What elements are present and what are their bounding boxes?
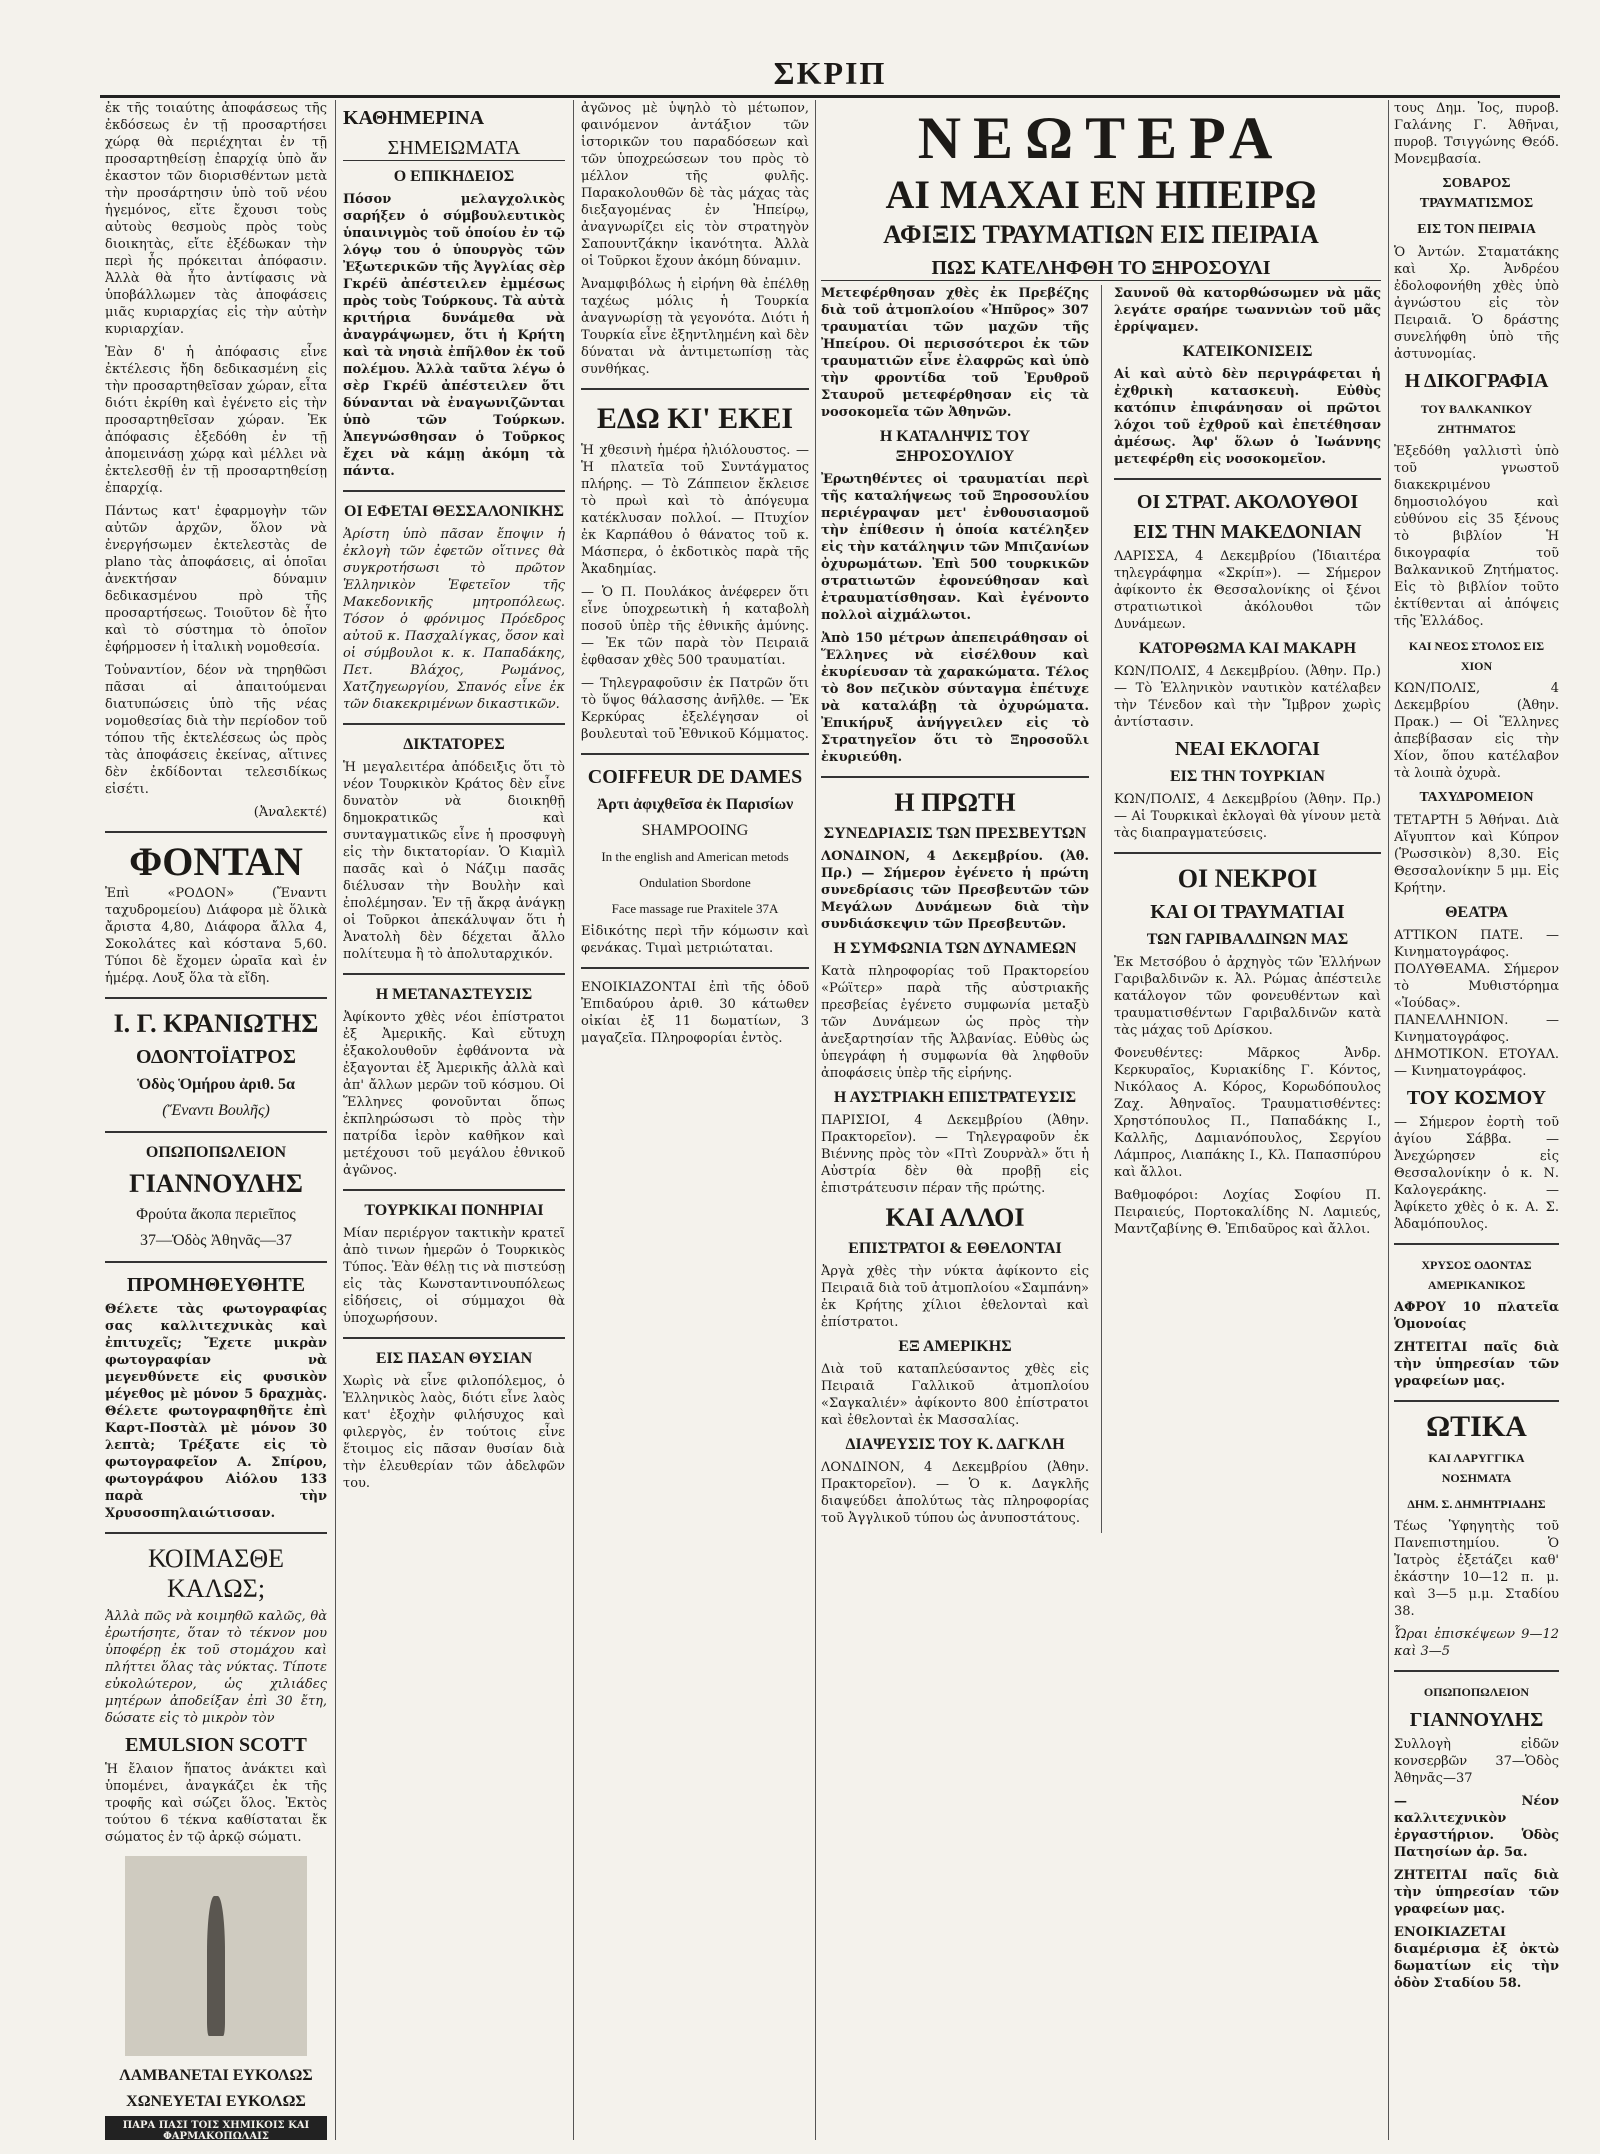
ad-ent-name: ΔΗΜ. Σ. ΔΗΜΗΤΡΙΑΔΗΣ [1407,1497,1546,1511]
article-heading: ΚΑΙ ΑΛΛΟΙ [885,1203,1025,1232]
ad-ent-title: ΩΤΙΚΑ [1426,1410,1527,1443]
ad-scott-brand: EMULSION SCOTT [125,1734,307,1756]
ad-coiffeur-title: COIFFEUR DE DAMES [587,766,803,788]
ad-grocer2-title: ΓΙΑΝΝΟΥΛΗΣ [1409,1709,1544,1731]
column-3 [581,100,809,2140]
ad-photo-text: Θέλετε τὰς φωτογραφίας σας καλλιτεχνικὰς καὶ ἐπιτυχεῖς; Ἔχετε μικρὰν φωτογραφίαν νὰ μεγενθύνετε εἰς φυσικὸν μέγεθος μὲ μόνον 5 δραχμὰς. Θέλετε φωτογραφηθῆτε ἐπὶ Καρτ-Ποστὰλ μὲ μόνον 30 λεπτὰ; Τρέξατε εἰς τὸ φωτογραφεῖον Α. Σπίρου, φωτογράφου Αἰόλου 133 παρὰ τὴν Χρυσοσπηλαιώτισσαν. [105,1302,327,1521]
section-subtitle: ΣΗΜΕΙΩΜΑΤΑ [343,136,565,161]
ad-dentist-title: Ι. Γ. ΚΡΑΝΙΩΤΗΣ [113,1009,319,1038]
ad-coiffeur-line-5: Face massage rue Praxitele 37A [611,901,779,916]
article-heading: ΝΕΑΙ ΕΚΛΟΓΑΙ [1175,738,1320,760]
ad-coiffeur-line-4: Ondulation Sbordone [639,875,751,890]
column-1 [105,100,327,2140]
article-text: — Σήμερον ἐορτὴ τοῦ ἁγίου Σάββα. — Ἀνεχώρησεν εἰς Θεσσαλονίκην ὁ κ. Ν. Καλογεράκης. — Ἀφίκετο χθὲς ὁ κ. Α. Σ. Ἀδαμόπουλος. [1394,1115,1559,1232]
ad-coiffeur-line-2: SHAMPOOING [641,822,749,839]
article-text: Ἐὰν δ' ἡ ἀπόφασις εἶνε ἐκτέλεσις ἤδη δεδικασμένη εἰς τὴν προσαρτηθεῖσαν χώραν, εἶτα διότι ἐκρίθη καὶ ἐγένετο εἰς τὴν προσαρτηθεῖσαν χώραν. Ἐκ ἀπόφασις ἐξεδόθη ἐν τῇ ἀπομεινάσῃ χώρᾳ καὶ μέλλει νὰ ἐκτελεσθῇ ἐν τῇ προσαρτηθείσῃ ἐπαρχίᾳ. [105,345,327,496]
article-text: ΚΩΝ/ΠΟΛΙΣ, 4 Δεκεμβρίου (Ἀθην. Πρ.) — Αἱ Τουρκικαὶ ἐκλογαὶ θὰ γίνουν μετὰ τὰς διαπραγματεύσεις. [1113,792,1381,841]
article-text: ΛΟΝΔΙΝΟΝ, 4 Δεκεμβρίου (Ἀθην. Πρακτορεῖον). — Ὁ κ. Δαγκλῆς διαψεύδει ἀπολύτως τὰς πληροφορίας τοῦ Ἀγγλικοῦ τύπου ὡς ἀνυποστάτους. [821,1460,1089,1526]
ad-grocer-title: ΓΙΑΝΝΟΥΛΗΣ [129,1169,303,1198]
article-text: Κατὰ πληροφορίας τοῦ Πρακτορείου «Ρώϊτερ» παρὰ τῆς αὐστριακῆς πρεσβείας ἐγένετο συμφωνία μεταξὺ τῶν Δυνάμεων ὡς πρὸς τὴν ἀνεξαρτησίαν τῆς Ἀλβανίας. Εὐθὺς ὡς ὑπεγράφη ἡ συμφωνία θὰ ληφθοῦν ἀποφάσεις ὑπὲρ τῆς εἰρήνης. [821,964,1089,1081]
article-signature: (Ἀναλεκτέ) [253,805,327,820]
article-text: Ἀναμφιβόλως ἡ εἰρήνη θὰ ἐπέλθῃ ταχέως μόλις ἡ Τουρκία ἀναγνωρίσῃ τὰ γεγονότα. Διότι ἡ Τουρκία εἶνε ἐξηντλημένη καὶ δὲν δύναται νὰ ἀντιμετωπίσῃ τὰς συνθήκας. [581,277,809,377]
ad-wanted-text: ΖΗΤΕΙΤΑΙ παῖς διὰ τὴν ὑπηρεσίαν τῶν γραφείων μας. [1394,1340,1559,1389]
main-subheadline-2: ΠΩΣ ΚΑΤΕΛΗΦΘΗ ΤΟ ΞΗΡΟΣΟΥΛΙ [821,256,1381,281]
ad-grocer2-text: Συλλογὴ εἰδῶν κονσερβῶν 37—Ὁδὸς Ἀθηνᾶς—37 [1394,1737,1559,1786]
article-text: Ἀφίκοντο χθὲς νέοι ἐπίστρατοι ἐξ Ἀμερικῆς. Καὶ εὔτυχη ἐξακολουθοῦν ἐφθάνοντα νὰ ἐξαγονται ἐξ Ἀμερικῆς ἀλλὰ καὶ ἀπ' ἄλλων μερῶν τοῦ κόσμου. Οἱ Ἕλληνες φονοῦνται ὅπως ἐκπληρώσωσι τὸ πρὸς τὴν πατρίδα ἱερὸν καθῆκον καὶ μετέχουσι τοῦ μεγάλου ἐθνικοῦ ἀγῶνος. [343,1010,565,1178]
ad-scott-figure-image [125,1856,307,2056]
article-subheading: ΕΠΙΣΤΡΑΤΟΙ & ΕΘΕΛΟΝΤΑΙ [848,1240,1062,1257]
article-subheading: ΕΙΣ ΤΟΝ ΠΕΙΡΑΙΑ [1417,222,1536,237]
article-text: Ἐκ Μετσόβου ὁ ἀρχηγὸς τῶν Ἑλλήνων Γαριβαλδινῶν κ. Ἀλ. Ρώμας ἀπέστειλε κατάλογον τῶν φονευθέντων καὶ τραυματισθέντων Γαριβαλδινῶν κατὰ τὰς μάχας τοῦ Δρίσκου. [1113,955,1381,1038]
main-subheadline: ΑΦΙΞΙΣ ΤΡΑΥΜΑΤΙΩΝ ΕΙΣ ΠΕΙΡΑΙΑ [883,220,1319,249]
article-text: ΚΩΝ/ΠΟΛΙΣ, 4 Δεκεμβρίου. (Ἀθην. Πρ.) — Τὸ Ἑλληνικὸν ναυτικὸν κατέλαβεν τὴν Τένεδον καὶ τὴν Ἴμβρον χωρὶς ἀντίστασιν. [1113,664,1381,730]
article-heading: ΕΞ ΑΜΕΡΙΚΗΣ [898,1338,1012,1355]
column-6 [1394,100,1559,2140]
article-heading: Η ΑΥΣΤΡΙΑΚΗ ΕΠΙΣΤΡΑΤΕΥΣΙΣ [833,1089,1077,1106]
article-text: Ἐρωτηθέντες οἱ τραυματίαι περὶ τῆς καταλήψεως τοῦ Ξηροσουλίου περιέγραψαν μετ' ἐνθουσιασμοῦ τὴν ἐπίθεσιν ἡ ὁποία κατέληξεν εἰς τὴν κατάληψιν τῶν Μπιζανίων ὀχυρωμάτων. Ἐπὶ 500 τουρκικῶν στρατιωτῶν ἐφονεύθησαν καὶ ἐτραυματίσθησαν. Καὶ ἐγένοντο πολλοὶ αἰχμάλωτοι. [821,472,1089,623]
article-text: ΤΕΤΑΡΤΗ 5 Ἀθήναι. Διὰ Αἴγυπτον καὶ Κύπρον (Ῥωσσικὸν) 8,30. Εἰς Θεσσαλονίκην 5 μμ. Εἰς Κρήτην. [1394,813,1559,896]
article-text: Ἐξεδόθη γαλλιστὶ ὑπὸ τοῦ γνωστοῦ διακεκριμένου δημοσιολόγου καὶ εὐθύνου εἰς 35 ξένους τὸ βιβλίον Ἡ δικογραφία τοῦ Βαλκανικοῦ Ζητήματος. Εἰς τὸ βιβλίον τοῦτο ἐκτίθενται αἱ ἀπόψεις τῆς Ἑλλάδος. [1394,444,1559,629]
article-text: ΛΟΝΔΙΝΟΝ, 4 Δεκεμβρίου. (Ἀθ. Πρ.) — Σήμερον ἐγένετο ἡ πρώτη συνεδρίασις τῶν Πρεσβευτῶν τῶν Μεγάλων Δυνάμεων διὰ τὴν συνδιάσκεψιν τῶν Πρεσβευτῶν. [821,849,1089,932]
column-2 [343,100,565,2140]
article-text: Αἱ καὶ αὐτὸ δὲν περιγράφεται ἡ ἐχθρικὴ κατασκευὴ. Εὐθὺς κατόπιν ἐπιφάνησαν οἱ πρῶτοι λόχοι τοῦ ἐχθροῦ καὶ ἐπετέθησαν ἀμέσως. Ἀφ' ὅλων ὁ Ἰωάννης μετεφέρθη εἰς νοσοκομεῖον. [1113,367,1381,467]
article-heading: Η ΜΕΤΑΝΑΣΤΕΥΣΙΣ [375,986,533,1003]
article-heading: ΔΙΚΤΑΤΟΡΕΣ [403,736,505,753]
ad-grocer2-head: ΟΠΩΠΟΠΩΛΕΙΟΝ [1423,1685,1530,1699]
article-text: Ἀπὸ 150 μέτρων ἀπεπειράθησαν οἱ Ἕλληνες νὰ εἰσέλθουν καὶ ἐκυρίευσαν τὰ χαρακώματα. Τέλος τὸ 8ον πεζικὸν σύνταγμα ἐπέτυχε νὰ καταλάβῃ τὰ ὀχυρώματα. Ἐπικήρυξ ἀνήγγειλεν εἰς τὸ Στρατηγεῖον ὅτι τὸ Ξηροσοῦλι ἐκυριεύθη. [821,631,1089,765]
article-text: τους Δημ. Ἰος, πυροβ. Γαλάνης Γ. Ἀθῆναι, πυροβ. Τσιγγώνης Θεόδ. Μονεμβασία. [1394,101,1559,167]
article-heading: ΚΑΤΕΙΚΟΝΙΣΕΙΣ [1182,343,1313,360]
article-subheading: ΚΑΙ ΟΙ ΤΡΑΥΜΑΤΙΑΙ [1150,901,1345,923]
ad-coiffeur-line-1: Ἀρτι ἀφιχθεῖσα ἐκ Παρισίων [596,796,794,813]
article-heading: Η ΠΡΩΤΗ [894,788,1016,817]
ad-coiffeur-line-3: In the english and American metods [601,849,789,864]
article-text: Τοὐναντίον, δέον νὰ τηρηθῶσι πᾶσαι αἱ ἀπαιτούμεναι διατυπώσεις ὑπὸ τῆς νέας νομοθεσίας διὰ τὴν περίοδον τοῦ τόπου τῆς ἐκτελέσεως ὡς πρὸς τὰς ἀποφάσεις ἐκείνας, αἵτινες δὲν ἐκδίδονται τελεσιδίκως εἰσέτι. [105,663,327,797]
article-text: ἀγῶνος μὲ ὑψηλὸ τὸ μέτωπον, φαινόμενον ἀντάξιον τῶν ἱστορικῶν του παραδόσεων καὶ τῶν ὑποχρεώσεων του πρὸς τὸ μέλλον τῆς φυλῆς. Παρακολουθῶν δὲ τὰς μάχας τὰς διεξαγομένας ἐν Ἠπείρῳ, ἀναγνωρίζει εἰς τὸν στρατηγὸν Σαπουντζάκην ἱκανότητα. Ἀλλὰ οἱ Τοῦρκοι ἔχουν ἀκόμη δύναμιν. [581,101,809,269]
article-text: Μίαν περιέργον τακτικὴν κρατεῖ ἀπὸ τινων ἡμερῶν ὁ Τουρκικὸς Τύπος. Ἐὰν θέλῃ τις νὰ πιστεύσῃ εἰς τὰς Κωνσταντινουπόλεως εἰδήσεις, οἱ σύμμαχοι θὰ ὑποχωρήσουν. [343,1226,565,1326]
ad-gold-title: ΧΡΥΣΟΣ ΟΔΟΝΤΑΣ ΑΜΕΡΙΚΑΝΙΚΟΣ [1421,1258,1532,1292]
article-text: — Τηλεγραφοῦσιν ἐκ Πατρῶν ὅτι τὸ ὕψος θάλασσης ἀνῆλθε. — Ἐκ Κερκύρας ἐξελέγησαν οἱ βουλευταὶ τοῦ Ἐθνικοῦ Κόμματος. [581,676,809,742]
article-heading: ΕΙΣ ΠΑΣΑΝ ΘΥΣΙΑΝ [375,1350,533,1367]
ad-fontan-title: ΦΟΝΤΑΝ [129,839,303,884]
article-heading: ΔΙΑΨΕΥΣΙΣ ΤΟΥ Κ. ΔΑΓΚΛΗ [845,1436,1065,1453]
article-heading: ΤΑΧΥΔΡΟΜΕΙΟΝ [1419,790,1534,805]
article-heading: ΤΟΥΡΚΙΚΑΙ ΠΟΝΗΡΙΑΙ [364,1202,544,1219]
ad-scott-text: Ἀλλὰ πῶς νὰ κοιμηθῶ καλῶς, θὰ ἐρωτήσητε, ὅταν τὸ τέκνον μου ὑποφέρῃ ἐκ τοῦ στομάχου καὶ πλήττει ὅλας τὰς νύκτας. Τίποτε εὐκολώτερον, ὡς χιλιάδες μητέρων ἀποδείξαν ἐπὶ 30 ἔτη, δώσατε εἰς τὸ μικρὸν τὸν [105,1609,327,1726]
article-heading: Η ΣΥΜΦΩΝΙΑ ΤΩΝ ΔΥΝΑΜΕΩΝ [833,940,1077,957]
ad-scott-footer-1: ΛΑΜΒΑΝΕΤΑΙ ΕΥΚΟΛΩΣ [119,2067,313,2084]
main-news [821,100,1381,2140]
ad-studio-text: — Νέον καλλιτεχνικὸν ἐργαστήριον. Ὁδὸς Πατησίων ἀρ. 5α. [1394,1794,1559,1860]
main-banner-title: ΝΕΩΤΕΡΑ [917,105,1285,171]
ad-wanted-2-text: ΖΗΤΕΙΤΑΙ παῖς διὰ τὴν ὑπηρεσίαν τῶν γραφείων μας. [1394,1868,1559,1917]
article-text: Σαυνοῦ θὰ κατορθώσωμεν νὰ μᾶς λεγάτε σραήρε τωαννιὼν τοῦ μᾶς ἐρρίψαμεν. [1113,286,1381,335]
article-heading: Η ΚΑΤΑΛΗΨΙΣ ΤΟΥ ΞΗΡΟΣΟΥΛΙΟΥ [879,428,1031,465]
masthead [100,55,1560,98]
article-text: Ἡ μεγαλειτέρα ἀπόδειξις ὅτι τὸ νέον Τουρκικὸν Κράτος δὲν εἶνε δυνατὸν νὰ διοικηθῇ δημοκρατικῶς καὶ συνταγματικῶς εἶνε ἡ προσφυγὴ εἰς τὴν δικτατορίαν. Ὁ Κιαμὶλ πασᾶς καὶ ὁ Νάζιμ πασᾶς διέλυσαν τὴν Βουλὴν καὶ ἐπολέμησαν. Ἐν τῇ ἄκρᾳ ἀνάγκῃ οἱ Τοῦρκοι ἀπεκάλυψαν ὅτι ἡ Ἀνατολὴ δὲν δέχεται ἄλλο πολίτευμα ἢ τὸ ἀπολυταρχικόν. [343,760,565,962]
ad-photo-title: ΠΡΟΜΗΘΕΥΘΗΤΕ [126,1274,306,1296]
article-text: Βαθμοφόροι: Λοχίας Σοφίου Π. Πειραιεύς, Πορτοκαλίδης Ν. Λαμιεύς, Μαντζαβίνης Θ. Ἐπιδαῦρος καὶ ἄλλοι. [1113,1188,1381,1237]
ad-ent-text: Τέως Ὑφηγητὴς τοῦ Πανεπιστημίου. Ὁ Ἰατρὸς ἐξετάζει καθ' ἑκάστην 10—12 π. μ. καὶ 3—5 μ.μ. Σταδίου 38. [1394,1519,1559,1619]
article-text: Πάντως κατ' ἐφαρμογὴν τῶν αὐτῶν ἀρχῶν, ὅλον νὰ ἐνεργήσωμεν ἐκτελεστὰς de plano τὰς ἀποφάσεις, αἱ ὁποῖαι ἀνεκτήσαν δύναμιν δεδικασμένου πρὸ τῆς προσαρτήσεως. Τοιοῦτον δὲ ἦτο καὶ τὸ σύστημα τὸ ὁποῖον ἐφήρμοσεν ἡ ἰταλικὴ νομοθεσία. [105,504,327,655]
article-heading: ΚΑΤΟΡΘΩΜΑ ΚΑΙ ΜΑΚΑΡΗ [1138,640,1357,657]
article-text: — Ὁ Π. Πουλάκος ἀνέφερεν ὅτι εἶνε ὑποχρεωτικὴ ἡ καταβολὴ ποσοῦ ὑπὲρ τῆς ἐθνικῆς ἀμύνης. — Ἐκ τῶν παρὰ τὸν Πειραιᾶ ἐφθασαν χθὲς 500 τραυματίαι. [581,585,809,668]
ad-dentist-profession: ΟΔΟΝΤΟΪΑΤΡΟΣ [136,1046,296,1068]
article-text: ΠΑΡΙΣΙΟΙ, 4 Δεκεμβρίου (Ἀθην. Πρακτορεῖον). — Τηλεγραφοῦν ἐκ Βιέννης πρὸς τὸν «Πτὶ Ζουρνὰλ» ὅτι ἡ Αὐστρία δὲν θὰ προβῇ εἰς ἐπιστράτευσιν πέραν τῆς πρώτης. [821,1113,1089,1196]
article-text: Ἀργὰ χθὲς τὴν νύκτα ἀφίκοντο εἰς Πειραιᾶ διὰ τοῦ ἀτμοπλοίου «Σαμπάνη» ἐκ Κρήτης χίλιοι ἐθελονταὶ καὶ ἐπίστρατοι. [821,1264,1089,1330]
article-heading: ΤΟΥ ΚΟΣΜΟΥ [1406,1087,1547,1109]
article-text: ἐκ τῆς τοιαύτης ἀποφάσεως τῆς ἐκδόσεως ἐν τῇ προσαρτήσει χώρᾳ θὰ περιέχηται ἐν τῇ προσαρτηθείσῃ ἐπαρχίᾳ ὑπὸ ἄν ἐκαστον τῶν διορισθέντων μετὰ τὴν προσάρτησιν ὑπὸ τοῦ νέου ἡγεμόνος, εἴτε ἔχουσι τοὺς αὐτοὺς θεσμοὺς πρὸς τοὺς διοικητὰς, εἴτε ἐξέδωκαν τὴν περὶ ἧς πρόκειται ἀπόφασιν. Ἀλλὰ θὰ ἦτο ἀντίφασις νὰ ὑποβάλλωμεν τὰς ἀποφάσεις μιᾶς κυριαρχίας εἰς τὴν αὐτὴν κυριαρχίαν. [105,101,327,337]
article-subheading-2: ΤΩΝ ΓΑΡΙΒΑΛΔΙΝΩΝ ΜΑΣ [1146,931,1349,948]
article-subheading: ΕΙΣ ΤΗΝ ΜΑΚΕΔΟΝΙΑΝ [1133,521,1362,543]
ad-scott-text-2: Ἡ ἔλαιον ἥπατος ἀνάκτει καὶ ὑπομένει, ἀναγκάζει ἐκ τῆς τροφῆς καὶ σώζει ὅλος. Ἐκτὸς τούτου 6 τέκνα καθίσταται ἔκ σώματος ἐν τῷ ἀρκῷ σώματι. [105,1762,327,1845]
ad-scott-footer-2: ΧΩΝΕΥΕΤΑΙ ΕΥΚΟΛΩΣ [126,2093,306,2110]
article-text: Μετεφέρθησαν χθὲς ἐκ Πρεβέζης διὰ τοῦ ἀτμοπλοίου «Ἠπῦρος» 307 τραυματίαι τῶν μαχῶν τῆς Ἠπείρου. Οἱ περισσότεροι ἐκ τῶν τραυματιῶν εἶνε ἐλαφρῶς καὶ ὑπὸ τὴν φροντίδα τοῦ Ἐρυθροῦ Σταυροῦ μετεφέρθησαν εἰς τὰ νοσοκομεῖα τῶν Ἀθηνῶν. [821,286,1089,420]
ad-scott-title: ΚΟΙΜΑΣΘΕ ΚΑΛΩΣ; [147,1544,285,1603]
newspaper-title: ΣΚΡΙΠ [773,55,887,91]
ad-grocer-address: 37—Ὁδὸς Ἀθηνᾶς—37 [139,1232,293,1249]
article-text: ΑΤΤΙΚΟΝ ΠΑΤΕ. — Κινηματογράφος. ΠΟΛΥΘΕΑΜΑ. Σήμερον τὸ Μυθιστόρημα «Ἰούδας». ΠΑΝΕΛΛΗΝΙΟΝ. — Κινηματογράφος. ΔΗΜΟΤΙΚΟΝ. ΕΤΟΥΑΛ. — Κινηματογράφος. [1394,928,1559,1079]
ad-scott-footer-3: ΠΑΡΑ ΠΑΣΙ ΤΟΙΣ ΧΗΜΙΚΟΙΣ ΚΑΙ ΦΑΡΜΑΚΟΠΩΛΑΙΣ [105,2116,327,2140]
article-heading: ΟΙ ΕΦΕΤΑΙ ΘΕΣΣΑΛΟΝΙΚΗΣ [344,503,564,520]
article-text: ΚΩΝ/ΠΟΛΙΣ, 4 Δεκεμβρίου (Ἀθην. Πρακ.) — Οἱ Ἕλληνες ἀπεβίβασαν εἰς τὴν Χίον, ὅπου κατέλαβον τὰ λοιπὰ ὀχυρὰ. [1394,681,1559,781]
article-text: Ἀρίστη ὑπὸ πᾶσαν ἔποψιν ἡ ἐκλογὴ τῶν ἐφετῶν οἵτινες θὰ συγκροτήσωσι τὸ πρῶτον Ἑλληνικὸν Ἐφετεῖον τῆς Μακεδονικῆς μητροπόλεως. Τόσον ὁ φρόνιμος Πρόεδρος αὐτοῦ κ. Πασχαλίγκας, ὅσον καὶ οἱ σύμβουλοι κ. κ. Παπαδάκης, Πετ. Βλάχος, Ρωμάνος, Χατζηγεωργίου, Σπανός εἶνε ἐκ τῶν διακεκριμένων δικαστικῶν. [343,527,565,712]
ad-dentist-note: (Ἔναντι Βουλῆς) [162,1102,270,1119]
ad-grocer-head: ΟΠΩΠΟΠΩΛΕΙΟΝ [145,1144,287,1161]
ad-coiffeur-text: Εἰδικότης περὶ τῆν κόμωσιν καὶ φενάκας. Τιμαὶ μετριώταται. [581,924,809,956]
ad-rental-text: ΕΝΟΙΚΙΑΖΟΝΤΑΙ ἐπὶ τῆς ὁδοῦ Ἐπιδαύρου ἀριθ. 30 κάτωθεν οἰκίαι ἐξ 11 δωματίων, 3 μαγαζεῖα. Πληροφορίαι ἐντὸς. [581,980,809,1046]
article-subheading: ΤΟΥ ΒΑΛΚΑΝΙΚΟΥ ΖΗΤΗΜΑΤΟΣ [1420,402,1533,436]
column-title: ΕΔΩ ΚΙ' ΕΚΕΙ [596,402,794,435]
ad-ent-hours: Ὧραι ἐπισκέψεων 9—12 καὶ 3—5 [1394,1627,1559,1659]
article-text: Ὁ Ἀντών. Σταματάκης καὶ Χρ. Ἀνδρέου ἐδολοφονήθη χθὲς ὑπὸ ἀγνώστου εἰς τὸν Πειραιᾶ. Ὁ δράστης συνελήφθη ὑπὸ τῆς ἀστυνομίας. [1394,245,1559,362]
article-subheading: ΣΥΝΕΔΡΙΑΣΙΣ ΤΩΝ ΠΡΕΣΒΕΥΤΩΝ [823,825,1087,842]
article-subheading: ΕΙΣ ΤΗΝ ΤΟΥΡΚΙΑΝ [1170,768,1325,785]
article-heading: Ο ΕΠΙΚΗΔΕΙΟΣ [393,168,515,185]
article-heading: ΟΙ ΣΤΡΑΤ. ΑΚΟΛΟΥΘΟΙ [1136,491,1359,513]
article-text: Ἡ χθεσινὴ ἡμέρα ἠλιόλουστος. — Ἡ πλατεῖα τοῦ Συντάγματος πλήρης. — Τὸ Ζάππειον ἔκλεισε τὸ πρωὶ καὶ τὸ ἀπόγευμα κατέκλυσαν πολλοί. — Πτυχίον ἐκ Καρπάθου ὁ θάνατος τοῦ κ. Μάσπερα, ὁ ἐκδοτικὸς παρὰ τῆς Ἀκαδημίας. [581,443,809,577]
article-heading: ΟΙ ΝΕΚΡΟΙ [1177,864,1318,893]
article-text: Πόσον μελαγχολικὸς σαρήξεν ὁ σύμβουλευτικὸς ὑπαινιγμὸς τοῦ ὁποίου ἐν τῷ λόγῳ του ὁ ὑπουργὸς τῶν Ἐξωτερικῶν τῆς Ἀγγλίας σὲρ Γκρέϋ ἀπέστειλεν ἐμμέσως πρὸς τοὺς Τούρκους. Τὰ αὐτὰ κριτήρια δυνάμεθα νὰ ἀναγράψωμεν, ὅτι ἡ Κρήτη καὶ τὰ νησιὰ ἐπῆλθον ἐκ τοῦ πολέμου. Ἀλλὰ ταῦτα λέγω ὁ σὲρ Γκρέϋ ἀπέστειλεν ὅτι δύνανται νὰ ἐναγωνιζῶνται ὑπὸ τῶν Τούρκων. Ἀπεγνώσθησαν ὁ Τοῦρκος ἔχει νὰ κάμῃ ἀκόμη τὰ πάντα. [343,192,565,479]
main-headline: ΑΙ ΜΑΧΑΙ ΕΝ ΗΠΕΙΡΩ [885,172,1317,217]
ad-grocer-text: Φρούτα ἄκοπα περιεῖπος [136,1206,296,1223]
ad-ent-subtitle: ΚΑΙ ΛΑΡΥΓΓΙΚΑ ΝΟΣΗΜΑΤΑ [1428,1451,1525,1485]
article-text: Διὰ τοῦ καταπλεύσαντος χθὲς εἰς Πειραιᾶ Γαλλικοῦ ἀτμοπλοίου «Σαγκαλιέν» ἀφίκοντο 800 ἐπίστρατοι καὶ ἐθελονταὶ ἐκ Μασσαλίας. [821,1362,1089,1428]
article-text: Φονευθέντες: Μᾶρκος Ἀνδρ. Κερκυραῖος, Κυριακίδης Γ. Κόντος, Νικόλαος Α. Κόρος, Κορωδόπουλος Ζαχ. Ἀθηναῖος. Τραυματισθέντες: Χρηστόπουλος Π., Παπαδάκης Ι., Καλλῆς, Δαμιανόπουλος, Σεργίου Λάμπρος, Λιαπάκης Ι., Κλ. Παπασπύρου καὶ ἄλλοι. [1113,1046,1381,1180]
ad-dentist-address: Ὁδὸς Ὁμήρου ἀριθ. 5α [137,1076,295,1093]
ad-gold-text: ΑΦΡΟΥ 10 πλατεῖα Ὁμονοίας [1394,1300,1559,1332]
article-heading: Η ΔΙΚΟΓΡΑΦΙΑ [1404,370,1549,392]
article-heading: ΣΟΒΑΡΟΣ ΤΡΑΥΜΑΤΙΣΜΟΣ [1419,176,1534,211]
ad-fontan-text: Ἐπὶ «ΡΟΔΟΝ» (Ἔναντι ταχυδρομείου) Διάφορα μὲ ὅλικὰ ἄριστα 4,80, Διάφορα ἄλλα 4, Σοκολάτες καὶ κόστανα 5,60. Τύποι δὲ ἔχομεν ὡραῖα καὶ ἐν ἡμέρᾳ. Λουξ ὅλα τὰ εἴδη. [105,886,327,986]
article-heading: ΚΑΙ ΝΕΟΣ ΣΤΟΛΟΣ ΕΙΣ ΧΙΟΝ [1408,639,1545,673]
section-title: ΚΑΘΗΜΕΡΙΝΑ [343,107,485,129]
article-heading: ΘΕΑΤΡΑ [1445,904,1508,921]
ad-rental-2-text: ΕΝΟΙΚΙΑΖΕΤΑΙ διαμέρισμα ἐξ ὀκτὼ δωματίων εἰς τὴν ὁδὸν Σταδίου 58. [1394,1925,1559,1991]
article-text: Χωρὶς νὰ εἶνε φιλοπόλεμος, ὁ Ἑλληνικὸς λαὸς, διότι εἶνε λαὸς κατ' ἐξοχὴν φιλήσυχος καὶ φιλεργὸς, ἐν τούτοις εἶνε ἕτοιμος εἰς πᾶσαν θυσίαν διὰ τὴν ἐλευθερίαν τῶν ἀδελφῶν του. [343,1374,565,1491]
article-text: ΛΑΡΙΣΣΑ, 4 Δεκεμβρίου (Ἰδιαιτέρα τηλεγράφημα «Σκρίπ»). — Σήμερον ἀφίκοντο ἐκ Θεσσαλονίκης οἱ ξένοι στρατιωτικοὶ ἀκόλουθοι τῶν Δυνάμεων. [1113,549,1381,632]
